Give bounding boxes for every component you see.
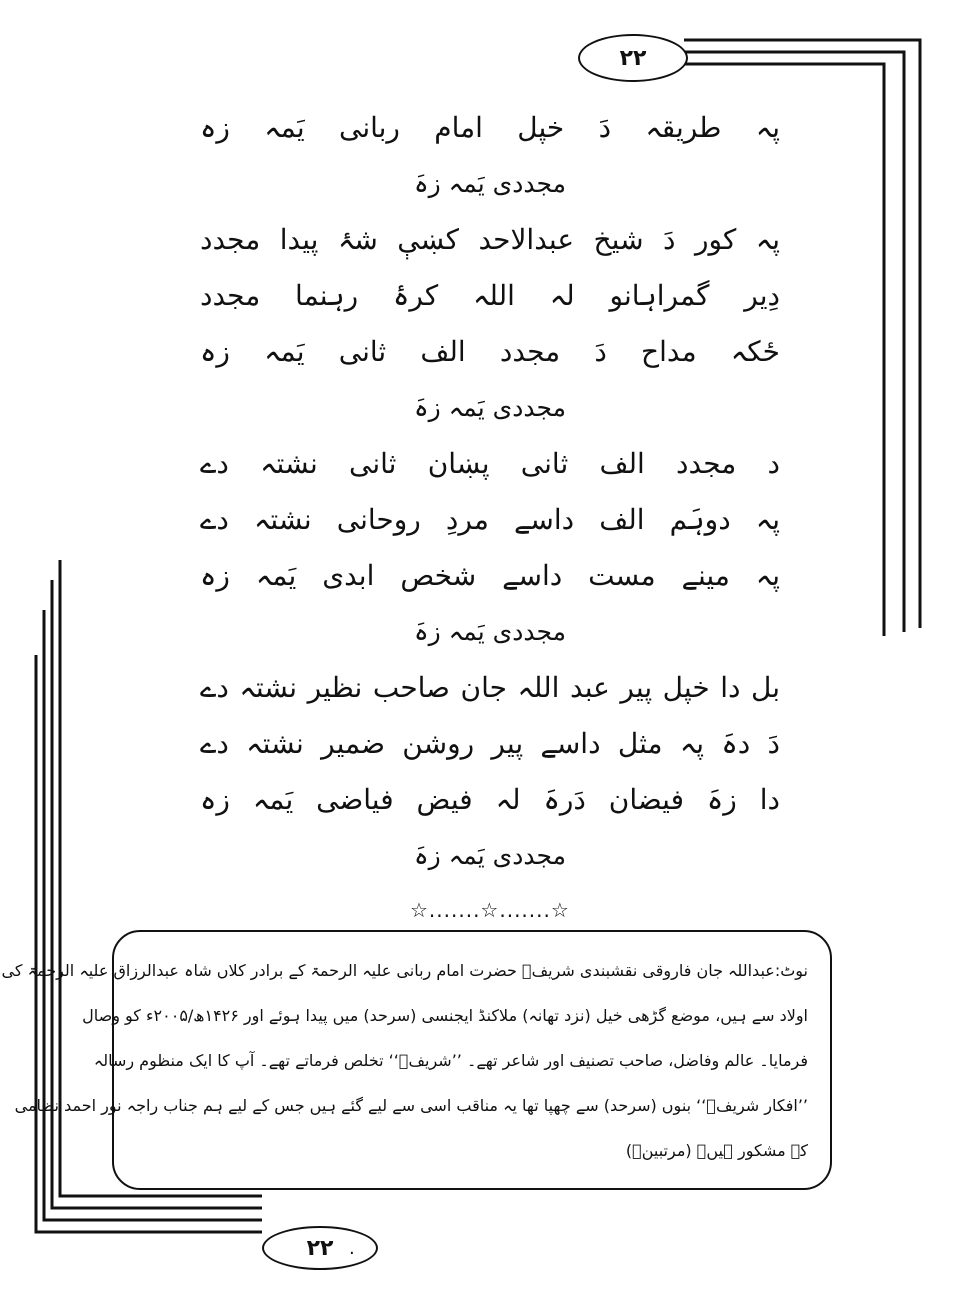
page-number-top: ۲۲ bbox=[578, 34, 688, 82]
poem-line: دا زہَ فیضان دَرہَ لہ فیض فیاضی یَمہ زہ bbox=[200, 783, 780, 816]
poem-line: پہ طریقہ دَ خپل امام ربانی یَمہ زہ bbox=[200, 111, 780, 144]
footnote-line: نوٹ:عبداللہ جان فاروقی نقشبندی شریفؔ حضرت امام ربانی علیہ الرحمۃ کے برادر کلاں شاہ عبدالرزاق علیہ الرحمۃ کی bbox=[1, 961, 808, 980]
poem-refrain: مجددی یَمہ زہَ bbox=[413, 841, 567, 870]
footnote-line: اولاد سے ہیں، موضع گڑھی خیل (نزد تھانہ) ملاکنڈ ایجنسی (سرحد) میں پیدا ہوئے اور ۱۴۲۶ھ/۲۰۰۵ء کو وصال bbox=[82, 1006, 808, 1025]
poem-refrain: مجددی یَمہ زہَ bbox=[413, 169, 567, 198]
star-separator: ☆.......☆.......☆ bbox=[410, 898, 570, 922]
poem-line: پہ مینے مست داسے شخص ابدی یَمہ زہ bbox=[200, 559, 780, 592]
poem-line: د مجدد الف ثانی پښان ثانی نشتہ دے bbox=[200, 447, 780, 480]
footnote-line: کے مشکور ہیں۔ (مرتبینؔ) bbox=[625, 1141, 808, 1160]
page-number-bottom: ۲۲ bbox=[262, 1226, 378, 1270]
poem-line: پہ کور دَ شیخ عبدالاحد کښې شۂ پیدا مجدد bbox=[200, 223, 780, 256]
poem-refrain: مجددی یَمہ زہَ bbox=[413, 617, 567, 646]
poem-refrain: مجددی یَمہ زہَ bbox=[413, 393, 567, 422]
poem-line: ځکہ مداح دَ مجدد الف ثانی یَمہ زہ bbox=[200, 335, 780, 368]
poem-line: دِیر گمراہانو لہ اللہ کرۂ رہنما مجدد bbox=[200, 279, 780, 312]
poem bbox=[200, 100, 780, 884]
poem-line: بل دا خپل پیر عبد اللہ جان صاحب نظیر نشتہ دے bbox=[200, 671, 780, 704]
footnote-line: ’’افکار شریفؔ‘‘ بنوں (سرحد) سے چھپا تھا یہ مناقب اسی سے لیے گئے ہیں جس کے لیے ہم جناب راجہ نور احمد نظامی bbox=[14, 1096, 808, 1115]
poem-line: پہ دوہَم الف داسے مردِ روحانی نشتہ دے bbox=[200, 503, 780, 536]
footnote-line: فرمایا۔ عالم وفاضل، صاحب تصنیف اور شاعر تھے۔ ’’شریفؔ‘‘ تخلص فرماتے تھے۔ آپ کا ایک منظوم رسالہ bbox=[93, 1051, 808, 1070]
bottom-dot: . bbox=[349, 1238, 355, 1259]
poem-line: دَ دہَ پہ مثل داسے پیر روشن ضمیر نشتہ دے bbox=[200, 727, 780, 760]
footnote-box bbox=[1, 930, 832, 1190]
